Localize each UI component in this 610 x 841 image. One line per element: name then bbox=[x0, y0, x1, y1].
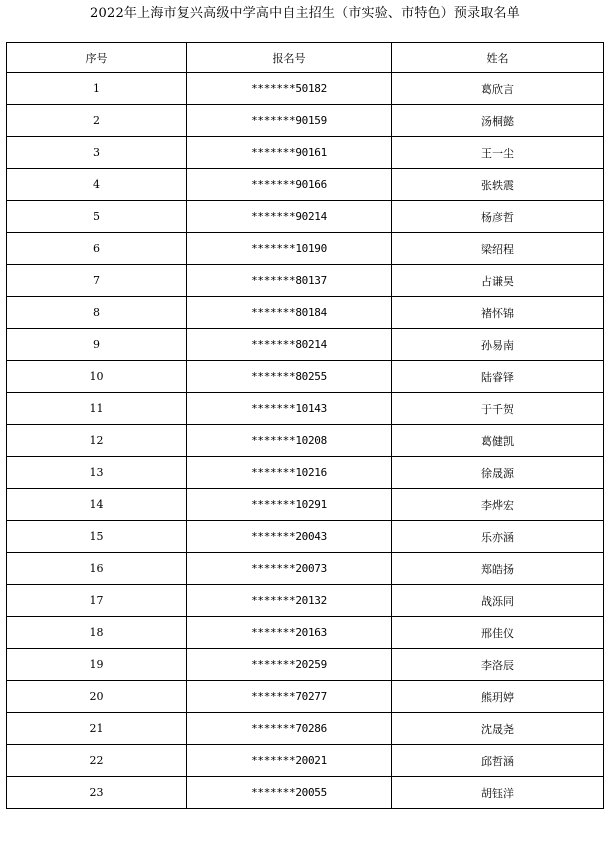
name-cell: 李烨宏 bbox=[392, 489, 604, 521]
reg-no-cell: *******90214 bbox=[187, 201, 392, 233]
reg-no-cell: *******20021 bbox=[187, 745, 392, 777]
seq-cell: 6 bbox=[7, 233, 187, 265]
seq-cell: 4 bbox=[7, 169, 187, 201]
table-row bbox=[7, 521, 604, 553]
reg-no-cell: *******10208 bbox=[187, 425, 392, 457]
reg-no-cell: *******20055 bbox=[187, 777, 392, 809]
table-row bbox=[7, 745, 604, 777]
name-cell: 胡钰洋 bbox=[392, 777, 604, 809]
reg-no-cell: *******80184 bbox=[187, 297, 392, 329]
name-cell: 郑皓扬 bbox=[392, 553, 604, 585]
reg-no-cell: *******10143 bbox=[187, 393, 392, 425]
name-cell: 熊玥婷 bbox=[392, 681, 604, 713]
table-row bbox=[7, 777, 604, 809]
seq-cell: 22 bbox=[7, 745, 187, 777]
reg-no-cell: *******80255 bbox=[187, 361, 392, 393]
seq-cell: 17 bbox=[7, 585, 187, 617]
reg-no-cell: *******80137 bbox=[187, 265, 392, 297]
seq-cell: 15 bbox=[7, 521, 187, 553]
seq-cell: 23 bbox=[7, 777, 187, 809]
seq-cell: 11 bbox=[7, 393, 187, 425]
seq-cell: 19 bbox=[7, 649, 187, 681]
table-row bbox=[7, 201, 604, 233]
reg-no-cell: *******70286 bbox=[187, 713, 392, 745]
table-row bbox=[7, 329, 604, 361]
table-row bbox=[7, 585, 604, 617]
name-cell: 乐亦涵 bbox=[392, 521, 604, 553]
seq-cell: 1 bbox=[7, 73, 187, 105]
reg-no-cell: *******20163 bbox=[187, 617, 392, 649]
reg-no-cell: *******50182 bbox=[187, 73, 392, 105]
name-cell: 邱哲涵 bbox=[392, 745, 604, 777]
header-name: 姓名 bbox=[392, 43, 604, 73]
table-row bbox=[7, 649, 604, 681]
table-row bbox=[7, 681, 604, 713]
table-row bbox=[7, 361, 604, 393]
table-row bbox=[7, 105, 604, 137]
header-reg-no: 报名号 bbox=[187, 43, 392, 73]
table-row bbox=[7, 169, 604, 201]
table-row bbox=[7, 297, 604, 329]
reg-no-cell: *******90159 bbox=[187, 105, 392, 137]
name-cell: 汤桐懿 bbox=[392, 105, 604, 137]
name-cell: 徐晟源 bbox=[392, 457, 604, 489]
name-cell: 杨彦哲 bbox=[392, 201, 604, 233]
reg-no-cell: *******20043 bbox=[187, 521, 392, 553]
table-row bbox=[7, 233, 604, 265]
table-row bbox=[7, 617, 604, 649]
name-cell: 邢佳仪 bbox=[392, 617, 604, 649]
name-cell: 于千贺 bbox=[392, 393, 604, 425]
table-row bbox=[7, 457, 604, 489]
seq-cell: 13 bbox=[7, 457, 187, 489]
reg-no-cell: *******20132 bbox=[187, 585, 392, 617]
name-cell: 沈晟尧 bbox=[392, 713, 604, 745]
name-cell: 战泺同 bbox=[392, 585, 604, 617]
table-row bbox=[7, 713, 604, 745]
page-title: 2022年上海市复兴高级中学高中自主招生（市实验、市特色）预录取名单 bbox=[90, 6, 520, 21]
table-row bbox=[7, 489, 604, 521]
seq-cell: 9 bbox=[7, 329, 187, 361]
name-cell: 占谦昊 bbox=[392, 265, 604, 297]
name-cell: 葛健凯 bbox=[392, 425, 604, 457]
reg-no-cell: *******90161 bbox=[187, 137, 392, 169]
reg-no-cell: *******10291 bbox=[187, 489, 392, 521]
table-row bbox=[7, 137, 604, 169]
seq-cell: 18 bbox=[7, 617, 187, 649]
table-row bbox=[7, 553, 604, 585]
name-cell: 梁绍程 bbox=[392, 233, 604, 265]
seq-cell: 21 bbox=[7, 713, 187, 745]
reg-no-cell: *******10190 bbox=[187, 233, 392, 265]
table-row bbox=[7, 393, 604, 425]
reg-no-cell: *******70277 bbox=[187, 681, 392, 713]
seq-cell: 12 bbox=[7, 425, 187, 457]
reg-no-cell: *******90166 bbox=[187, 169, 392, 201]
seq-cell: 5 bbox=[7, 201, 187, 233]
seq-cell: 16 bbox=[7, 553, 187, 585]
name-cell: 褚怀锦 bbox=[392, 297, 604, 329]
seq-cell: 20 bbox=[7, 681, 187, 713]
seq-cell: 8 bbox=[7, 297, 187, 329]
header-seq: 序号 bbox=[7, 43, 187, 73]
reg-no-cell: *******20259 bbox=[187, 649, 392, 681]
table-header-row bbox=[7, 43, 604, 73]
reg-no-cell: *******20073 bbox=[187, 553, 392, 585]
name-cell: 孙易南 bbox=[392, 329, 604, 361]
name-cell: 李洛辰 bbox=[392, 649, 604, 681]
seq-cell: 10 bbox=[7, 361, 187, 393]
table-row bbox=[7, 425, 604, 457]
name-cell: 王一尘 bbox=[392, 137, 604, 169]
seq-cell: 3 bbox=[7, 137, 187, 169]
table-row bbox=[7, 265, 604, 297]
table-row bbox=[7, 73, 604, 105]
seq-cell: 2 bbox=[7, 105, 187, 137]
reg-no-cell: *******80214 bbox=[187, 329, 392, 361]
name-cell: 葛欣言 bbox=[392, 73, 604, 105]
admission-list-table bbox=[6, 42, 604, 809]
reg-no-cell: *******10216 bbox=[187, 457, 392, 489]
name-cell: 陆睿铎 bbox=[392, 361, 604, 393]
seq-cell: 14 bbox=[7, 489, 187, 521]
name-cell: 张轶震 bbox=[392, 169, 604, 201]
seq-cell: 7 bbox=[7, 265, 187, 297]
